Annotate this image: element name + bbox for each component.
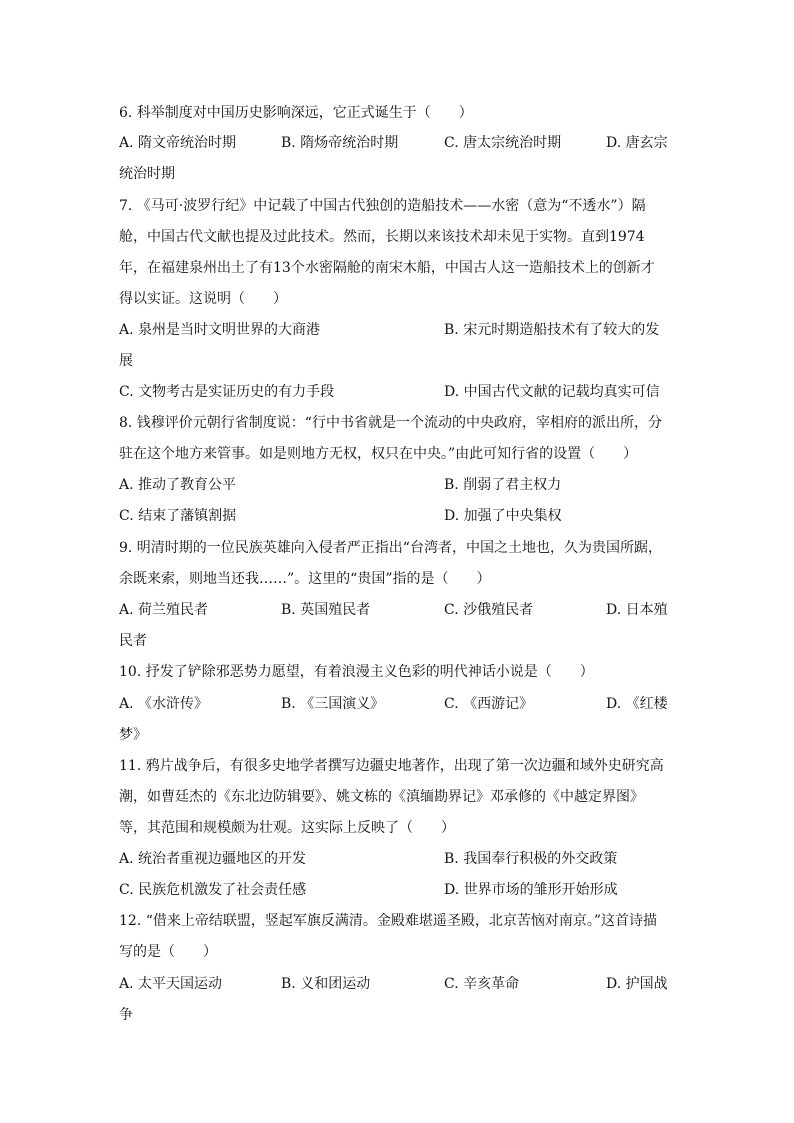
- q7-option-b: B. 宋元时期造船技术有了较大的发: [444, 322, 660, 338]
- q12-option-c: C. 辛亥革命: [444, 976, 520, 992]
- q8-option-a: A. 推动了教育公平: [119, 477, 237, 493]
- q10-option-a: A. 《水浒传》: [119, 696, 209, 712]
- q7-stem-line-1: 7. 《马可·波罗行纪》中记载了中国古代独创的造船技术——水密（意为“不透水”）隔: [119, 198, 646, 214]
- q6-stem: 6. 科举制度对中国历史影响深远，它正式诞生于（ ）: [119, 105, 473, 121]
- q11-option-a: A. 统治者重视边疆地区的开发: [119, 851, 307, 867]
- q11-stem-line-2: 潮，如曹廷杰的《东北边防辑要》、姚文栋的《滇缅勘界记》邓承修的《中越定界图》: [119, 789, 644, 805]
- q6-option-a: A. 隋文帝统治时期: [119, 135, 237, 151]
- q11-option-d: D. 世界市场的雏形开始形成: [444, 882, 618, 898]
- q10-option-d: D. 《红楼: [606, 696, 668, 712]
- q7-stem-line-4: 得以实证。这说明（ ）: [119, 291, 287, 307]
- q6-option-b: B. 隋炀帝统治时期: [281, 135, 399, 151]
- q12-option-a: A. 太平天国运动: [119, 976, 223, 992]
- q9-option-b: B. 英国殖民者: [281, 602, 371, 618]
- q7-stem-line-3: 年，在福建泉州出土了有13个水密隔舱的南宋木船，中国古人这一造船技术上的创新才: [119, 260, 655, 276]
- q9-option-a: A. 荷兰殖民者: [119, 602, 209, 618]
- q12-stem-line-1: 12. “借来上帝结联盟，竖起军旗反满清。金殿难堪遥圣殿，北京苦恼对南京。”这首诗描: [119, 913, 658, 929]
- q7-option-d: D. 中国古代文献的记载均真实可信: [444, 384, 660, 400]
- q8-option-b: B. 削弱了君主权力: [444, 477, 562, 493]
- q6-option-d-continued: 统治时期: [119, 166, 175, 182]
- q8-option-d: D. 加强了中央集权: [444, 508, 562, 524]
- q11-stem-line-1: 11. 鸦片战争后，有很多史地学者撰写边疆史地著作，出现了第一次边疆和域外史研究高: [119, 758, 664, 774]
- q7-option-c: C. 文物考古是实证历史的有力手段: [119, 384, 335, 400]
- q8-option-c: C. 结束了藩镇割据: [119, 508, 237, 524]
- q12-stem-line-2: 写的是（ ）: [119, 944, 217, 960]
- q12-option-d: D. 护国战: [606, 976, 668, 992]
- q6-option-c: C. 唐太宗统治时期: [444, 135, 562, 151]
- q11-option-b: B. 我国奉行积极的外交政策: [444, 851, 618, 867]
- q7-option-a: A. 泉州是当时文明世界的大商港: [119, 322, 321, 338]
- q11-stem-line-3: 等，其范围和规模颇为壮观。这实际上反映了（ ）: [119, 820, 455, 836]
- q9-option-d-continued: 民者: [119, 633, 147, 649]
- q10-option-c: C. 《西游记》: [444, 696, 534, 712]
- q12-option-b: B. 义和团运动: [281, 976, 371, 992]
- q9-option-d: D. 日本殖: [606, 602, 668, 618]
- q8-stem-line-1: 8. 钱穆评价元朝行省制度说：“行中书省就是一个流动的中央政府，宰相府的派出所，分: [119, 415, 662, 431]
- q10-option-b: B. 《三国演义》: [281, 696, 385, 712]
- q10-option-d-continued: 梦》: [119, 727, 147, 743]
- q7-stem-line-2: 舱，中国古代文献也提及过此技术。然而，长期以来该技术却未见于实物。直到1974: [119, 229, 645, 245]
- q9-stem-line-1: 9. 明清时期的一位民族英雄向入侵者严正指出“台湾者，中国之土地也，久为贵国所踞，: [119, 540, 662, 556]
- q6-option-d: D. 唐玄宗: [606, 135, 668, 151]
- q10-stem: 10. 抒发了铲除邪恶势力愿望，有着浪漫主义色彩的明代神话小说是（ ）: [119, 664, 594, 680]
- q9-option-c: C. 沙俄殖民者: [444, 602, 534, 618]
- q11-option-c: C. 民族危机激发了社会责任感: [119, 882, 307, 898]
- q9-stem-line-2: 余既来索，则地当还我……”。这里的“贵国”指的是（ ）: [119, 571, 491, 587]
- q8-stem-line-2: 驻在这个地方来管事。如是则地方无权，权只在中央。”由此可知行省的设置（ ）: [119, 446, 638, 462]
- q7-option-b-continued: 展: [119, 353, 133, 369]
- q12-option-d-continued: 争: [119, 1007, 133, 1023]
